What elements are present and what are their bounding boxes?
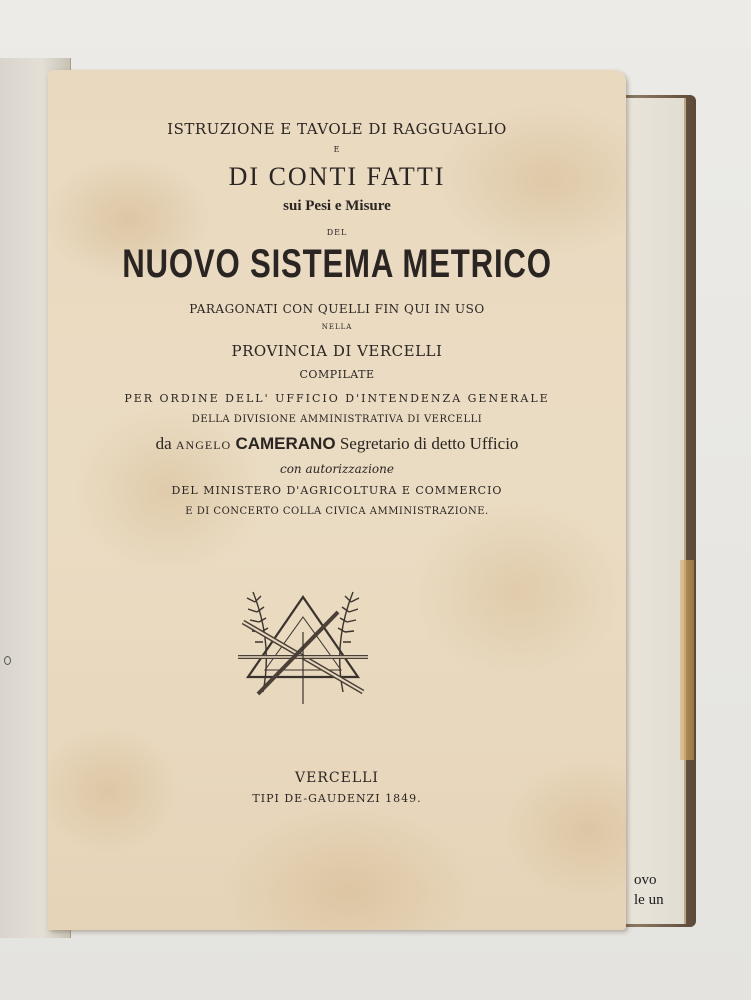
author-last-name: CAMERANO xyxy=(235,434,336,453)
conti-fatti-line: DI CONTI FATTI xyxy=(228,162,446,191)
nella-line: NELLA xyxy=(321,323,353,331)
del-line: DEL xyxy=(326,228,348,237)
main-title: NUOVO SISTEMA METRICO xyxy=(122,242,552,286)
imprint-city: VERCELLI xyxy=(295,770,379,786)
ordine-line: PER ORDINE DELL' UFFICIO D'INTENDENZA GENERALE xyxy=(124,392,550,405)
ministero-line: DEL MINISTERO D'AGRICOLTURA E COMMERCIO xyxy=(171,484,503,497)
next-page-stain xyxy=(680,560,694,760)
next-page-text-fragment-2: le un xyxy=(634,892,664,908)
author-line xyxy=(48,434,626,454)
provincia-line: PROVINCIA DI VERCELLI xyxy=(231,342,443,360)
author-first-name: ANGELO xyxy=(175,438,232,452)
pesi-misure-line: sui Pesi e Misure xyxy=(283,198,391,214)
imprint-printer: TIPI DE-GAUDENZI 1849. xyxy=(252,792,422,805)
conjunction-line: E xyxy=(333,145,341,154)
author-role: Segretario di detto Ufficio xyxy=(339,434,519,453)
title-page xyxy=(48,70,626,930)
divisione-line: DELLA DIVISIONE AMMINISTRATIVA DI VERCELLI xyxy=(191,414,483,425)
masonic-emblem-icon xyxy=(233,582,373,706)
concerto-line: E DI CONCERTO COLLA CIVICA AMMINISTRAZIONE. xyxy=(185,506,489,517)
next-page-text-fragment-1: ovo xyxy=(634,872,657,888)
subtitle-line: ISTRUZIONE E TAVOLE DI RAGGUAGLIO xyxy=(167,120,507,138)
left-page-mark xyxy=(4,656,11,665)
compilate-line: COMPILATE xyxy=(299,368,375,381)
paragonati-line: PARAGONATI CON QUELLI FIN QUI IN USO xyxy=(189,302,485,316)
autorizzazione-line: con autorizzazione xyxy=(279,462,394,476)
author-prefix: da xyxy=(155,434,172,453)
